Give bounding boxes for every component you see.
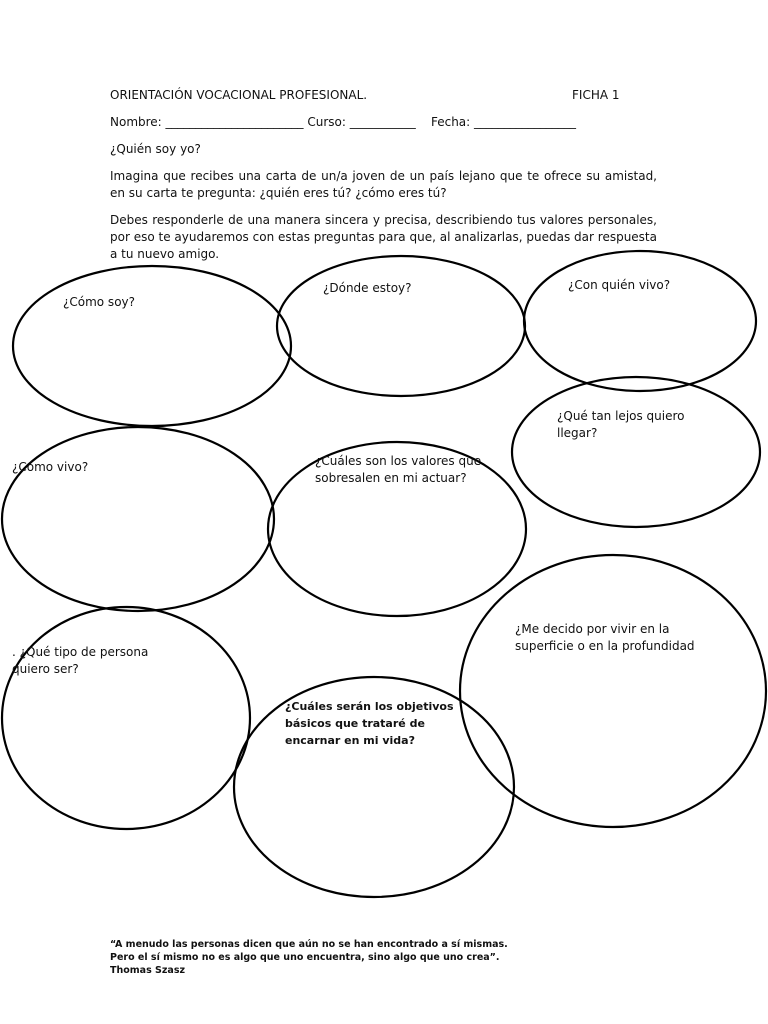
question-tipo-persona: . ¿Qué tipo de persona quiero ser? (12, 645, 149, 676)
question-donde-estoy: ¿Dónde estoy? (323, 281, 412, 295)
intro-paragraph-2: Debes responderle de una manera sincera y precisa, describiendo tus valores personales, por eso te ayudaremos con estas preguntas para que, al analizarlas, puedas dar respuesta a tu nuevo amigo. (110, 213, 657, 261)
student-info-line: Nombre: _______________________ Curso: ___________ Fecha: _________________ (110, 115, 577, 129)
oval-como-vivo (2, 427, 274, 611)
question-como-soy: ¿Cómo soy? (63, 295, 135, 309)
oval-me-decido (460, 555, 766, 827)
oval-con-quien (524, 251, 756, 391)
question-que-tan-lejos: ¿Qué tan lejos quiero llegar? (557, 409, 685, 440)
oval-tipo-persona (2, 607, 250, 829)
oval-donde-estoy (277, 256, 525, 396)
question-valores: ¿Cuáles son los valores que sobresalen en mi actuar? (315, 454, 482, 485)
question-como-vivo: ¿Cómo vivo? (12, 460, 89, 474)
sheet-number: FICHA 1 (572, 88, 620, 102)
oval-como-soy (13, 266, 291, 426)
oval-que-tan-lejos (512, 377, 760, 527)
intro-paragraph-1: Imagina que recibes una carta de un/a joven de un país lejano que te ofrece su amistad, en su carta te pregunta: ¿quién eres tú? ¿cómo eres tú? (110, 169, 657, 200)
question-con-quien: ¿Con quién vivo? (568, 278, 671, 292)
quote-text: “A menudo las personas dicen que aún no se han encontrado a sí mismas. Pero el sí mismo no es algo que uno encuentra, sino algo que uno crea”. (110, 939, 508, 963)
question-me-decido: ¿Me decido por vivir en la superficie o en la profundidad (515, 622, 695, 653)
question-objetivos: ¿Cuáles serán los objetivos básicos que trataré de encarnar en mi vida? (285, 700, 454, 747)
section-heading: ¿Quién soy yo? (110, 142, 201, 156)
quote-author: Thomas Szasz (110, 965, 186, 976)
footer-quote (110, 938, 510, 977)
worksheet-title: ORIENTACIÓN VOCACIONAL PROFESIONAL. (110, 88, 368, 102)
